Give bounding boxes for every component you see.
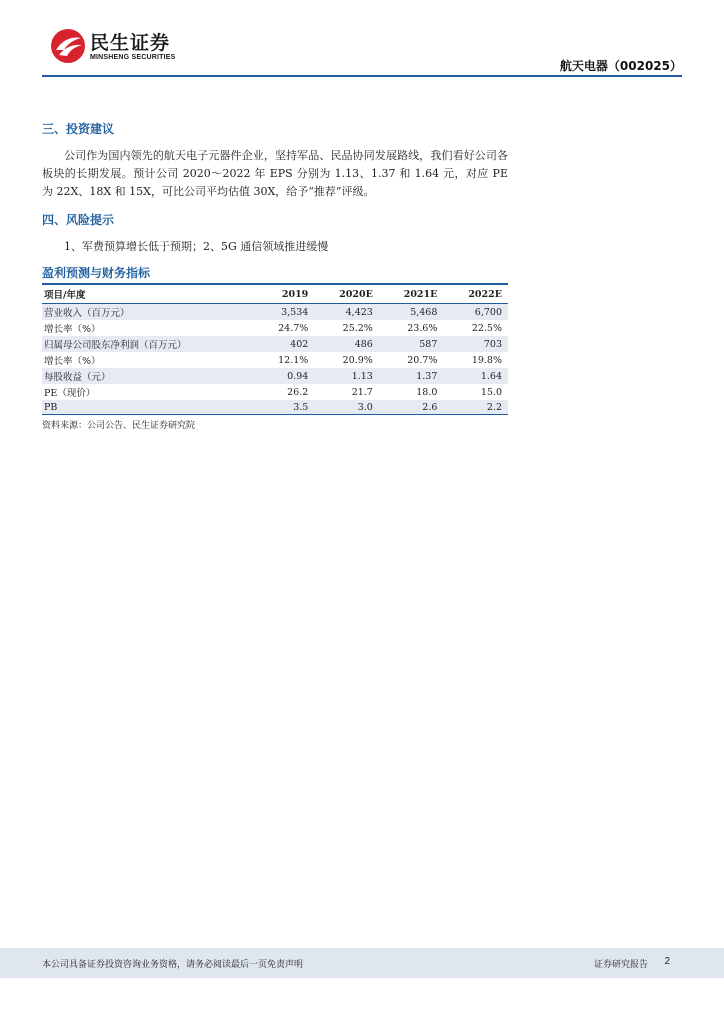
table-cell: 4,423	[314, 304, 379, 321]
table-header-cell: 2022E	[443, 285, 508, 304]
table-cell: 0.94	[255, 368, 315, 384]
table-cell: 25.2%	[342, 322, 373, 334]
table-cell: 归属母公司股东净利润（百万元）	[42, 336, 255, 352]
table-row	[42, 304, 508, 321]
table-cell: 18.0	[416, 386, 438, 398]
page-number: 2	[664, 956, 670, 967]
table-cell: 1.13	[314, 368, 379, 384]
table-cell: 587	[379, 336, 444, 352]
table-header-cell: 2021E	[379, 285, 444, 304]
table-cell: 703	[443, 336, 508, 352]
table-cell: 营业收入（百万元）	[42, 304, 255, 321]
main-content	[42, 120, 508, 431]
table-row	[42, 320, 508, 336]
table-cell: 1.64	[443, 368, 508, 384]
table-cell: 3,534	[255, 304, 315, 321]
table-header-cell: 2019	[255, 285, 315, 304]
table-header-cell: 项目/年度	[42, 285, 255, 304]
investment-advice-heading: 三、投资建议	[42, 122, 115, 136]
table-cell: 增长率（%）	[44, 324, 101, 335]
table-cell: 26.2	[287, 386, 309, 398]
financial-table-title: 盈利预测与财务指标	[42, 264, 508, 285]
footer-report-type: 证券研究报告	[593, 960, 648, 970]
risk-text: 1、军费预算增长低于预期；2、5G 通信领域推进缓慢	[64, 240, 329, 253]
table-cell: 21.7	[351, 386, 373, 398]
financial-forecast-table	[42, 285, 508, 415]
table-cell: 15.0	[480, 386, 502, 398]
risk-heading: 四、风险提示	[42, 213, 115, 227]
table-cell: 2.6	[379, 400, 444, 415]
investment-advice-paragraph: 公司作为国内领先的航天电子元器件企业，坚持军品、民品协同发展路线，我们看好公司各板块的长期发展。预计公司 2020～2022 年 EPS 分别为 1.13、1.37 和 1.64 元，对应 PE 为 22X、18X 和 15X，可比公司平均估值 30X，给予“推荐”评级。	[42, 149, 508, 198]
page-footer	[0, 948, 724, 978]
table-source-note: 资料来源：公司公告、民生证券研究院	[42, 421, 196, 431]
table-cell: 12.1%	[278, 354, 309, 366]
table-row	[42, 352, 508, 368]
table-row	[42, 400, 508, 415]
table-row	[42, 384, 508, 400]
table-cell: 20.7%	[407, 354, 438, 366]
table-cell: PE（现价）	[44, 388, 96, 399]
table-cell: 20.9%	[342, 354, 373, 366]
header-divider	[42, 75, 682, 77]
table-cell: 1.37	[379, 368, 444, 384]
table-cell: 24.7%	[278, 322, 309, 334]
table-cell: 5,468	[379, 304, 444, 321]
document-title: 航天电器（002025）	[559, 59, 682, 73]
table-cell: 增长率（%）	[44, 356, 101, 367]
table-cell: 486	[314, 336, 379, 352]
table-cell: 2.2	[443, 400, 508, 415]
table-row	[42, 336, 508, 352]
logo-chinese-name: 民生证券	[90, 31, 171, 54]
table-cell: 3.0	[314, 400, 379, 415]
minsheng-logo-icon	[50, 28, 86, 64]
footer-disclaimer: 本公司具备证券投资咨询业务资格，请务必阅读最后一页免责声明	[42, 960, 304, 970]
table-cell: PB	[42, 400, 255, 415]
logo-english-name: MINSHENG SECURITIES	[90, 53, 176, 61]
table-cell: 3.5	[255, 400, 315, 415]
table-cell: 23.6%	[407, 322, 438, 334]
table-cell: 22.5%	[471, 322, 502, 334]
table-header-row	[42, 285, 508, 304]
table-cell: 每股收益（元）	[42, 368, 255, 384]
table-header-cell: 2020E	[314, 285, 379, 304]
table-cell: 19.8%	[471, 354, 502, 366]
table-cell: 402	[255, 336, 315, 352]
brand-logo	[50, 28, 175, 64]
table-cell: 6,700	[443, 304, 508, 321]
table-row	[42, 368, 508, 384]
